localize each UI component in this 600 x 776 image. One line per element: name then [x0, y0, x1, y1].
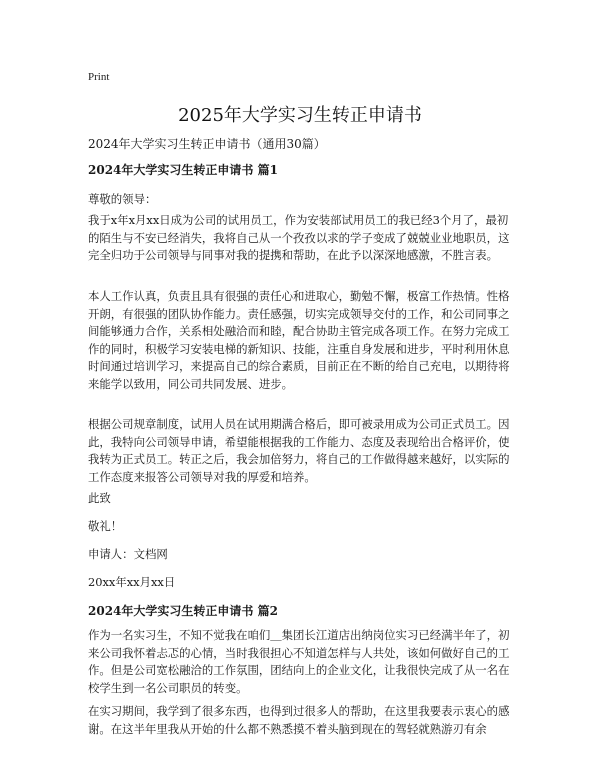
section-heading-1: 2024年大学实习生转正申请书 篇1	[88, 163, 278, 177]
closing-salute: 敬礼！	[88, 519, 123, 533]
closing-regards: 此致	[88, 491, 111, 505]
paragraph-2-1: 作为一名实习生，不知不觉我在咱们＿集团长江道店出纳岗位实习已经满半年了，初来公司我怀着忐忑的心情，当时我很担心不知道怎样与人共处，该如何做好自己的工作。但是公司宽松融洽的工作氛围，团结向上的企业文化，让我很快完成了从一名在校学生到一名公司职员的转变。	[88, 628, 510, 695]
salutation: 尊敬的领导：	[88, 192, 157, 206]
document-title: 2025年大学实习生转正申请书	[178, 105, 422, 126]
print-label[interactable]: Print	[88, 71, 110, 83]
paragraph-1-1: 我于x年x月xx日成为公司的试用员工，作为安装部试用员工的我已经3个月了，最初的陌生与不安已经消失，我将自己从一个孜孜以求的学子变成了兢兢业业地职员，这完全归功于公司领导与同事对我的提携和帮助，在此予以深深地感激，不胜言表。	[88, 213, 510, 262]
paragraph-2-2: 在实习期间，我学到了很多东西，也得到过很多人的帮助，在这里我要表示衷心的感谢。在这半年里我从开始的什么都不熟悉摸不着头脑到现在的驾轻就熟游刃有余	[88, 704, 510, 736]
paragraph-1-3: 根据公司规章制度，试用人员在试用期满合格后，即可被录用成为公司正式员工。因此，我特向公司领导申请，希望能根据我的工作能力、态度及表现给出合格评价，使我转为正式员工。转正之后，我会加倍努力，将自己的工作做得越来越好，以实际的工作态度来报答公司领导对我的厚爱和培养。	[88, 417, 510, 484]
document-subtitle: 2024年大学实习生转正申请书（通用30篇）	[88, 137, 326, 151]
date-line: 20xx年xx月xx日	[88, 575, 176, 589]
paragraph-1-2: 本人工作认真，负责且具有很强的责任心和进取心，勤勉不懈，极富工作热情。性格开朗，有很强的团队协作能力。责任感强，切实完成领导交付的工作，和公司同事之间能够通力合作，关系相处融洽而和睦，配合协助主管完成各项工作。在努力完成工作的同时，积极学习安装电梯的新知识、技能，注重自身发展和进步，平时利用休息时间通过培训学习，来提高自己的综合素质，目前正在不断的给自己充电，以期待将来能学以致用，同公司共同发展、进步。	[88, 289, 510, 391]
applicant-line: 申请人：文档网	[88, 547, 168, 561]
section-heading-2: 2024年大学实习生转正申请书 篇2	[88, 604, 278, 618]
